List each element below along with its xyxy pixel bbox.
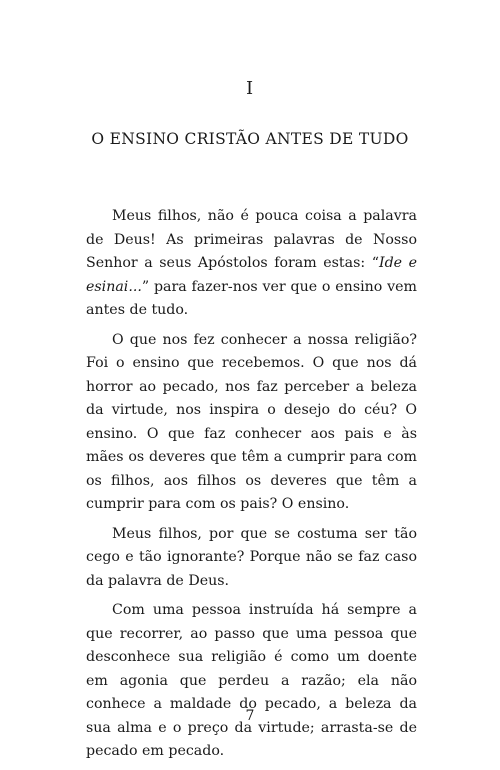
- paragraph-4: Com uma pessoa instruída há sempre a que recorrer, ao passo que uma pessoa que desconhece sua religião é como um doente em agonia que perdeu a razão; ela não conhece a maldade do pecado, a beleza da sua alma e o preço da virtude; arrasta-se de pecado em pecado.: [86, 602, 417, 759]
- page-number: 7: [245, 708, 255, 724]
- paragraph-1-text-before: Meus filhos, não é pouca coisa a palavra de Deus! As primeiras palavras de Nosso Senhor a seus Apóstolos foram estas: “: [86, 208, 417, 271]
- paragraph-3: Meus filhos, por que se costuma ser tão cego e tão ignorante? Porque não se faz caso da palavra de Deus.: [86, 525, 417, 589]
- chapter-title: O ENSINO CRISTÃO ANTES DE TUDO: [91, 130, 409, 148]
- paragraph-1: [86, 205, 417, 323]
- paragraph-1-quote: Ide e esinai...: [86, 255, 417, 295]
- chapter-body: [86, 205, 417, 770]
- chapter-number: I: [245, 78, 255, 99]
- paragraph-1-text-after: ” para fazer-nos ver que o ensino vem antes de tudo.: [86, 278, 417, 318]
- paragraph-2: O que nos fez conhecer a nossa religião? Foi o ensino que recebemos. O que nos dá horror ao pecado, nos faz perceber a beleza da virtude, nos inspira o desejo do céu? O ensino. O que faz conhecer aos pais e às mães os deveres que têm a cumprir para com os filhos, aos filhos os deveres que têm a cumprir para com os pais? O ensino.: [86, 331, 417, 512]
